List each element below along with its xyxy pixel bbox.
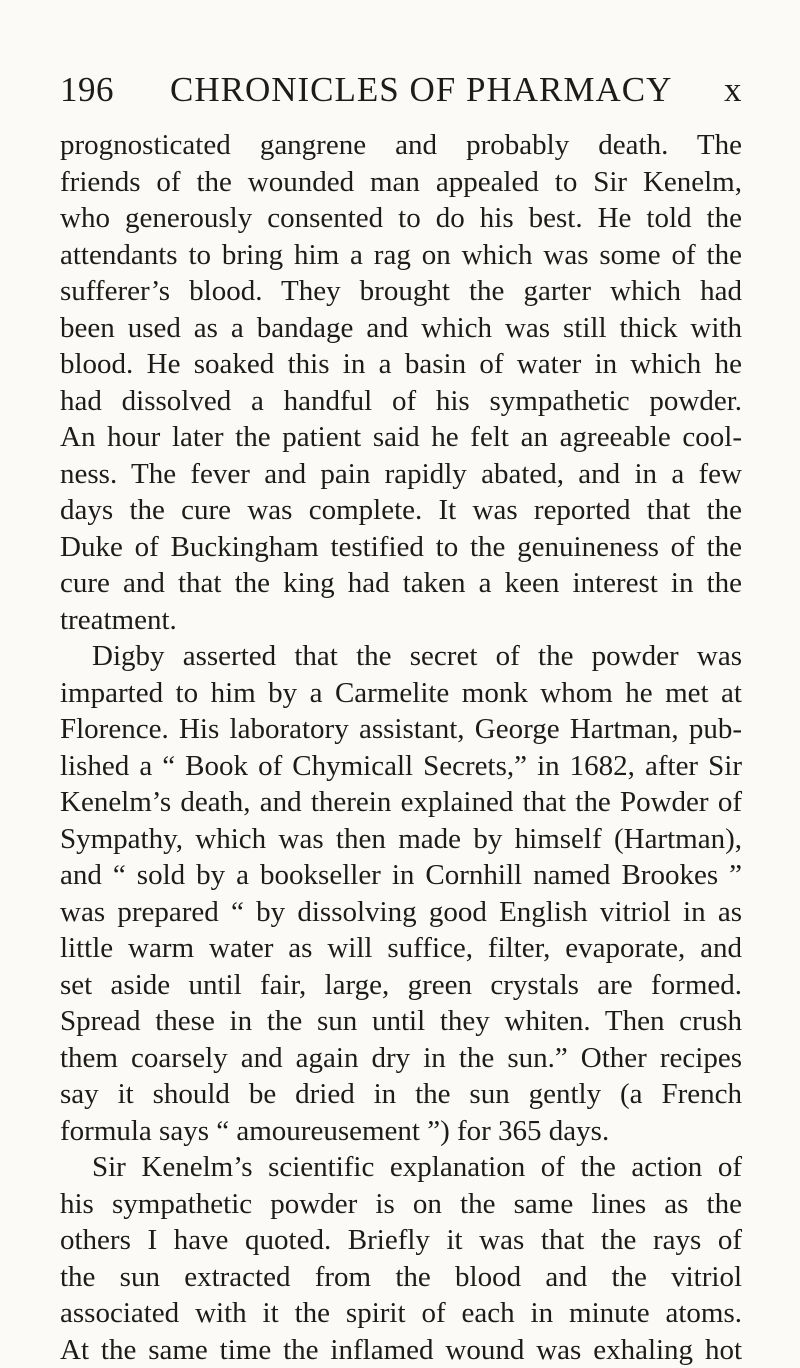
- text-line: Sir Kenelm’s scientific explanation of the action of: [92, 1151, 742, 1183]
- text-line: set aside until fair, large, green crystals are formed.: [60, 968, 742, 1001]
- page-number: 196: [60, 70, 114, 109]
- text-line: associated with it the spirit of each in minute atoms.: [60, 1297, 742, 1329]
- text-line: treatment.: [60, 603, 177, 636]
- text-line: friends of the wounded man appealed to Sir Kenelm,: [60, 165, 742, 198]
- text-line: Duke of Buckingham testified to the genuineness of the: [60, 530, 742, 563]
- text-line: prognosticated gangrene and probably death. The: [60, 129, 742, 161]
- text-line: who generously consented to do his best. He told the: [60, 202, 742, 234]
- text-line: Florence. His laboratory assistant, George Hartman, pub-: [60, 713, 742, 745]
- text-line: the sun extracted from the blood and the vitriol: [60, 1260, 742, 1293]
- text-line: Digby asserted that the secret of the powder was: [92, 640, 742, 672]
- text-line: had dissolved a handful of his sympathetic powder.: [60, 384, 742, 417]
- text-line: At the same time the inflamed wound was exhaling hot: [60, 1333, 742, 1366]
- text-line: them coarsely and again dry in the sun.” Other recipes: [60, 1041, 742, 1074]
- chapter-number: x: [724, 70, 742, 109]
- text-line: blood. He soaked this in a basin of water in which he: [60, 348, 742, 380]
- text-line: ness. The fever and pain rapidly abated, and in a few: [60, 457, 742, 490]
- text-line: say it should be dried in the sun gently (a French: [60, 1078, 742, 1110]
- text-line: lished a “ Book of Chymicall Secrets,” in 1682, after Sir: [60, 749, 742, 782]
- text-line: his sympathetic powder is on the same lines as the: [60, 1187, 742, 1220]
- text-line: imparted to him by a Carmelite monk whom he met at: [60, 676, 742, 709]
- text-line: attendants to bring him a rag on which was some of the: [60, 238, 742, 271]
- text-line: Sympathy, which was then made by himself (Hartman),: [60, 822, 742, 855]
- text-line: was prepared “ by dissolving good English vitriol in as: [60, 895, 742, 928]
- running-title: CHRONICLES OF PHARMACY: [170, 70, 673, 109]
- text-line: little warm water as will suffice, filter, evaporate, and: [60, 932, 742, 964]
- text-line: others I have quoted. Briefly it was that the rays of: [60, 1224, 742, 1256]
- text-line: Kenelm’s death, and therein explained that the Powder of: [60, 786, 742, 818]
- text-line: sufferer’s blood. They brought the garter which had: [60, 275, 742, 307]
- text-line: and “ sold by a bookseller in Cornhill named Brookes ”: [60, 859, 742, 891]
- text-line: days the cure was complete. It was reported that the: [60, 494, 742, 526]
- body-text: [60, 127, 742, 1368]
- text-line: been used as a bandage and which was still thick with: [60, 311, 742, 344]
- text-line: An hour later the patient said he felt an agreeable cool-: [60, 421, 742, 453]
- running-head: [60, 70, 742, 114]
- text-line: Spread these in the sun until they whiten. Then crush: [60, 1005, 742, 1037]
- text-line: formula says “ amoureusement ”) for 365 days.: [60, 1114, 610, 1147]
- text-line: cure and that the king had taken a keen interest in the: [60, 567, 742, 599]
